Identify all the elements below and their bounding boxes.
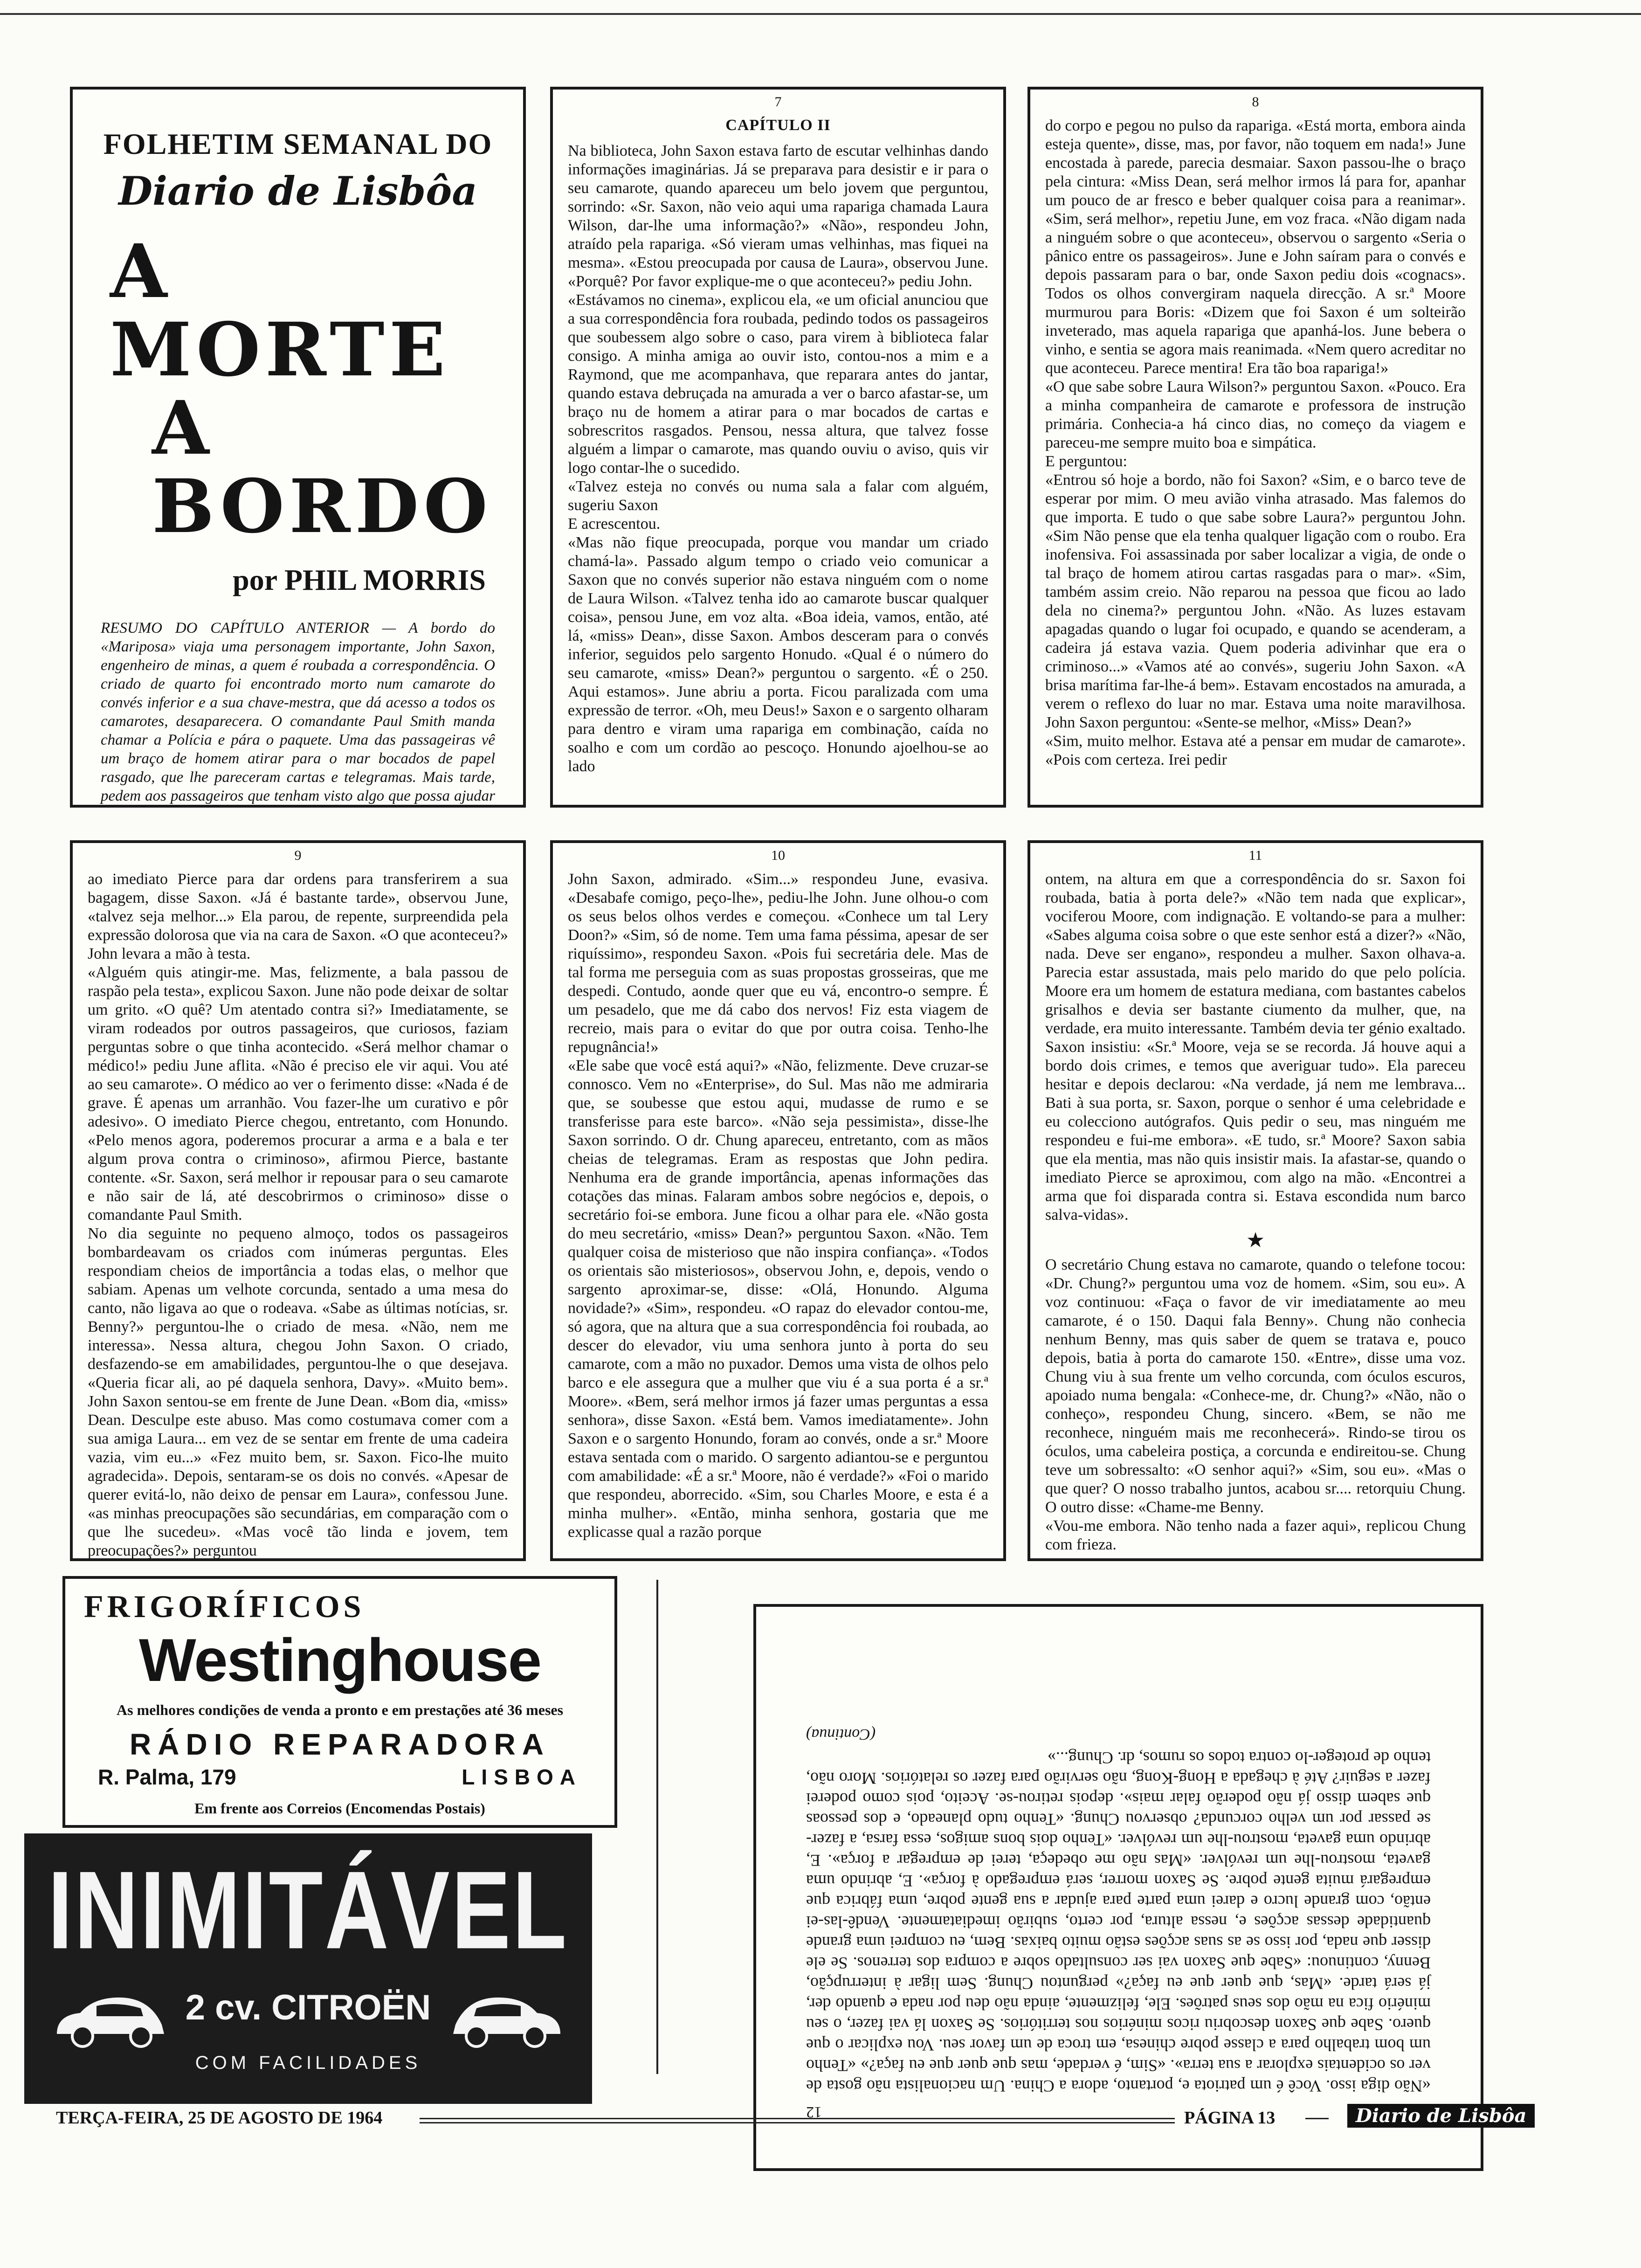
westinghouse-logo: Westinghouse <box>138 1626 541 1694</box>
sale-conditions: As melhores condições de venda a pronto e em prestações até 36 meses <box>116 1701 564 1718</box>
rotated-content <box>787 1631 1449 2144</box>
story-text-continued: O secretário Chung estava no camarote, quando o telefone tocou: «Dr. Chung?» perguntou uma voz de homem. «Sim, sou eu». A voz continuou: «Faça o favor de vir imediatamente ao meu camarote, é o 150. Daqui fala Benny». Chung não conhecia nenhum Benny, mas quis saber de quem se tratava e, pouco depois, batia à porta do camarote 150. «Entre», disse uma voz. Chung viu à sua frente um velho corcunda, com óculos escuros, apoiado numa bengala: «Conhece-me, dr. Chung?» «Não, não o conheço», respondeu Chung, sincero. «Bem, se não me reconhece, ninguém mais me reconhecerá». Rindo-se tirou os óculos, uma cabeleira postiça, a corcunda e endireitou-se. Chung teve um sobressalto: «O senhor aqui?» «Sim, sou eu». «Mas o que quer? O nosso trabalho juntos, acabou sr.... retorquiu Chung. O outro disse: «Chame-me Benny. «Vou-me embora. Não tenho nada a fazer aqui», replicou Chung com frieza. <box>1045 1256 1466 1553</box>
story-text: ontem, na altura em que a correspondência do sr. Saxon foi roubada, batia à porta dele?» «Não tem nada que explicar», vociferou Moore, com indignação. E voltando-se para a mulher: «Sabes alguma coisa sobre o que este senhor está a dizer?» «Não, nada. Deve ser engano», respondeu a mulher. Saxon olhava-a. Parecia estar assustada, mais pelo marido do que pelo polícia. Moore era um homem de estatura mediana, com bastantes cabelos grisalhos e devia ser bastante ciumento da mulher, que, na verdade, era muito interessante. Também devia ter génio exaltado. Saxon insistiu: «Sr.ª Moore, veja se se recorda. Já houve aqui a bordo dois crimes, e temos que averiguar tudo». Ela pareceu hesitar e depois declarou: «Na verdade, já nem me lembrava... Bati à sua porta, sr. Saxon, porque o senhor é uma celebridade e eu colecciono autógrafos. Quis pedir o seu, mas ninguém me respondeu e fui-me embora». «E tudo, sr.ª Moore? Saxon sabia que ela mentia, mas não quis insistir mais. Ia afastar-se, quando o imediato Pierce se aproximou, com algo na mão. «Encontrei a arma que foi disparada contra si. Estava escondida num barco salva-vidas». <box>1045 871 1470 1224</box>
page-footer <box>56 2105 1527 2136</box>
citroen-model: 2 cv. CITROËN <box>185 1988 431 2027</box>
page-number: 10 <box>771 848 785 863</box>
page-number: 9 <box>294 848 302 863</box>
location-note: Em frente aos Correios (Encomendas Postais) <box>194 1800 485 1817</box>
westinghouse-ad <box>62 1576 617 1828</box>
story-text: ao imediato Pierce para dar ordens para transferirem a sua bagagem, disse Saxon. «Já é bastante tarde», observou June, «talvez seja melhor...» Ela parou, de repente, surpreendida pela expressão dolorosa que via na cara de Saxon. «O que aconteceu?» John levara a mão à testa. «Alguém quis atingir-me. Mas, felizmente, a bala passou de raspão pela testa», explicou Saxon. June não pode deixar de soltar um grito. «O quê? Um atentado contra si?» Imediatamente, se viram rodeados por outros passageiros, que curiosos, faziam perguntas sobre o que tinha acontecido. «Será melhor chamar o médico!» pediu June aflita. «Não é preciso ele vir aqui. Vou até ao seu camarote». O médico ao ver o ferimento disse: «Nada é de grave. É apenas um arranhão. Vou fazer-lhe um curativo e pôr adesivo». O imediato Pierce chegou, entretanto, com Honundo. «Pelo menos agora, poderemos procurar a arma e a bala e ter algum prova contra o criminoso», afirmou Pierce, bastante contente. «Sr. Saxon, será melhor ir repousar para o seu camarote e não sair de lá, até descobrirmos o criminoso» disse o comandante Paul Smith. No dia seguinte no pequeno almoço, todos os passageiros bombardeavam os criados com inúmeras perguntas. Eles respondiam cheios de importância a todas elas, o melhor que sabiam. Apenas um velhote corcunda, sentado a uma mesa do canto, não ligava ao que o rodeava. «Sabe as últimas notícias, sr. Benny?» perguntou-lhe o criado de mesa. «Não, nem me interessa». Nessa altura, chegou John Saxon. O criado, desfazendo-se em amabilidades, perguntou-lhe o que desejava. «Queria ficar ali, ao pé daquela senhora, Davy». «Muito bem». John Saxon sentou-se em frente de June Dean. «Bom dia, «miss» Dean. Desculpe este abuso. Mas como costumava comer com a sua amiga Laura... em vez de se sentar em frente de uma cadeira vazia, vim eu...» «Fez muito bem, sr. Saxon. Fico-lhe muito agradecida». Depois, sentaram-se os dois no convés. «Apesar de querer evitá-lo, não deixo de pensar em Laura», confessou June. «as minhas preocupações são secundárias, em comparação com o que lhe sucedeu». «Mas você tão linda e jovem, tem preocupações?» perguntou <box>88 871 508 1559</box>
newspaper-name: Diario de Lisbôa <box>118 168 477 214</box>
page-number: 7 <box>774 94 782 110</box>
story-text: John Saxon, admirado. «Sim...» respondeu June, evasiva. «Desabafe comigo, peço-lhe», pediu-lhe John. June olhou-o com os seus belos olhos verdes e começou. «Conhece um tal Lery Doon?» «Sim, só de nome. Tem uma fama péssima, apesar de ser riquíssimo», respondeu Saxon. «Pois fui secretária dele. Mas de tal forma me perseguia com as suas propostas grosseiras, que me despedi. Contudo, aonde quer que eu vá, encontro-o sempre. É um pesadelo, que me dá cabo dos nervos! Fiz esta viagem de recreio, mais para o evitar do que por outra coisa. Tenho-lhe repugnância!» «Ele sabe que você está aqui?» «Não, felizmente. Deve cruzar-se connosco. Vem no «Enterprise», do Sul. Mas não me admiraria que, se soubesse que estou aqui, mudasse de rumo e se transferisse para este barco». «Não seja pessimista», disse-lhe Saxon sorrindo. O dr. Chung apareceu, entretanto, com as mãos cheias de telegramas. Eram as respostas que John pedira. Nenhuma era de grande importância, apenas informações das cotações das minas. Falaram ambos sobre negócios e, depois, o secretário foi-se embora. June ficou a olhar para ele. «Não gosta do meu secretário, «miss» Dean?» perguntou Saxon. «Não. Tem qualquer coisa de misterioso que não inspira confiança». «Todos os orientais são misteriosos», observou John, e, depois, vendo o sargento aproximar-se, disse: «Olá, Honundo. Alguma novidade?» «Sim», respondeu. «O rapaz do elevador contou-me, só agora, que na altura que a sua correspondência foi roubada, ao descer do elevador, viu uma senhora junto à porta do seu camarote, com a mão no puxador. Demos uma vista de olhos pelo barco e ele assegura que a mulher que viu é a sua porta é a sr.ª Moore». «Bem, será melhor irmos já fazer umas perguntas a essa senhora», disse Saxon. «Está bem. Vamos imediatamente». John Saxon e o sargento Honundo, foram ao convés, onde a sr.ª Moore estava sentada com o marido. O sargento adiantou-se e perguntou com amabilidade: «É a sr.ª Moore, não é verdade?» «Foi o marido que respondeu, aborrecido. «Sim, sou Charles Moore, e esta é a minha mulher». «Então, minha senhora, gostaria que me explicasse qual a razão porque <box>568 871 988 1541</box>
title-line-1: A MORTE <box>110 228 450 393</box>
panel-10 <box>550 840 1006 1561</box>
top-rule <box>0 13 1641 15</box>
panel-8 <box>1027 87 1483 808</box>
story-text: Na biblioteca, John Saxon estava farto de escutar velhinhas dando informações imaginárias. Já se preparava para desistir e ir para o seu camarote, quando apareceu um belo jovem que perguntou, sorrindo: «Sr. Saxon, não veio aqui uma rapariga chamada Laura Wilson, dar-lhe uma informação?» «Não», respondeu John, atraído pela rapariga. «Só vieram umas velhinhas, mas fiquei na mesma». «Estou preocupada por causa de Laura», observou June. «Porquê? Por favor explique-me o que aconteceu?» pediu John. «Estávamos no cinema», explicou ela, «e um oficial anunciou que a sua correspondência fora roubada, pedindo todos os passageiros que soubessem algo sobre o caso, para virem à biblioteca falar consigo. A minha amiga ao ouvir isto, contou-nos a mim e a Raymond, que me acompanhava, que reparara antes do jantar, quando estava debruçada na amurada a ver o barco afastar-se, um braço nu de homem a atirar para o mar bocados de cartas e sobrescritos rasgados. Pensou, nessa altura, que talvez fosse alguém a limpar o camarote, mas quando ouviu o aviso, quis vir logo contar-lhe o sucedido. «Talvez esteja no convés ou numa sala a falar com alguém, sugeriu Saxon E acrescentou. «Mas não fique preocupada, porque vou mandar um criado chamá-la». Passado algum tempo o criado veio comunicar a Saxon que no convés superior não estava ninguém com o nome de Laura Wilson. «Talvez tenha ido ao camarote buscar qualquer coisa», pensou June, em voz alta. «Boa ideia, vamos, então, até lá, «miss» Dean», disse Saxon. Ambos desceram para o convés inferior, seguidos pelo sargento Honudo. «Qual é o número do seu camarote, «miss» Dean?» perguntou o sargento. «É o 250. Aqui estamos». June abriu a porta. Ficou paralizada com uma expressão de terror. «Oh, meu Deus!» Saxon e o sargento olharam para dentro e viram uma rapariga em combinação, caída no soalho e com um cordão ao pescoço. Honundo ajoelhou-se ao lado <box>568 142 988 775</box>
page-number: 8 <box>1252 94 1259 110</box>
chapter-heading: CAPÍTULO II <box>725 117 831 134</box>
panel-11 <box>1027 840 1483 1561</box>
page-number: 11 <box>1248 848 1262 863</box>
title-panel <box>70 87 526 808</box>
facilidades-note: COM FACILIDADES <box>195 2053 421 2073</box>
street-address: R. Palma, 179 <box>98 1765 236 1789</box>
address-line <box>65 1764 614 1790</box>
resumo-text: RESUMO DO CAPÍTULO ANTERIOR — A bordo do «Mariposa» viaja uma personagem importante, John Saxon, engenheiro de minas, a quem é roubada a correspondência. O criado de quarto foi encontrado morto num camarote do convés inferior e a sua chave-mestra, que dá acesso a todos os camarotes, desaparecera. O comandante Paul Smith manda chamar a Polícia e pára o paquete. Uma das passageiras vê um braço de homem atirar para o mar bocados de papel rasgado, que lhe pareceram cartas e telegramas. Mais tarde, pedem aos passageiros que tenham visto algo que possa ajudar <box>101 620 495 804</box>
title-line-2: A BORDO <box>152 385 493 550</box>
inimitavel-headline: INIMITÁVEL <box>48 1848 569 1972</box>
panel-7 <box>550 87 1006 808</box>
frigorificos-heading: FRIGORÍFICOS <box>84 1589 365 1624</box>
section-separator: ★ <box>1247 1230 1264 1251</box>
footer-rule <box>420 2118 1175 2123</box>
continua-note: (Continua) <box>806 1726 876 1743</box>
folhetim-heading: FOLHETIM SEMANAL DO <box>103 127 493 160</box>
masthead-logo: Diario de Lisbôa <box>1347 2104 1535 2128</box>
byline: por PHIL MORRIS <box>233 563 486 596</box>
city-name: LISBOA <box>462 1765 582 1789</box>
page-label: PÁGINA 13 <box>1184 2108 1276 2128</box>
column-divider <box>656 1580 658 2074</box>
radio-reparadora: RÁDIO REPARADORA <box>130 1728 550 1761</box>
panel-12 <box>753 1604 1483 2171</box>
footer-dash <box>1305 2118 1329 2119</box>
story-text: «Não diga isso. Você é um patriota e, portanto, adora a China. Um nacionalista não gosta de ver os ocidentais explorar a sua terra». «Sim, é verdade, mas que quer que eu faça?» «Tenho um bom trabalho para a classe pobre chinesa, em troca de um favor seu. Vou explicar o que quero. Sabe que Saxon descobriu ricos minérios nos territórios. Se Saxon lá vai fazer, o seu minério fica na mão dos seus patrões. Ele, felizmente, ainda não deu por nada e quando der, já será tarde. «Mas, que quer que eu faça?» perguntou Chung. Sem ligar à interrupção, Benny, continuou: «Sabe que Saxon vai ser consultado sobre a compra dos terrenos. Se ele disser que nada, por isso se as suas acções estão muito baixas. Bem, eu comprei uma grande quantidade dessas acções e, nessa altura, por certo, subirão imediatamente. Vendê-las-ei então, com grande lucro e darei uma parte para ajudar a sua gente pobre, uma fábrica que empregará muita gente pobre. Se Saxon morrer, será empregado à força». E, abrindo uma gaveta, mostrou-lhe um revólver. «Mas não me obedeça, terei de empregar a força». E, abrindo uma gaveta, mostrou-lhe um revólver. «Tenho dois bons amigos, essa farsa, a fazer-se passar por um velho corcunda? observou Chung. «Tenho tudo planeado, e dos pessoas que sabem disso já não poderão falar mais». depois retirou-se. Aceito, pois como poderei fazer a seguir? Até à chegada a Hong-Kong, não servirão para fazer os relatórios. Moro não, tenho de proteger-lo contra todos os rumos, dr. Chung...» <box>802 1749 1431 2095</box>
story-text: do corpo e pegou no pulso da rapariga. «Está morta, embora ainda esteja quente», disse, mas, por favor, não toquem em nada!» June encostada à parede, parecia desmaiar. Saxon passou-lhe o braço pela cintura: «Miss Dean, será melhor irmos lá para for, apanhar um pouco de ar fresco e beber qualquer coisa para a reanimar». «Sim, será melhor», repetiu June, em voz fraca. «Não digam nada a ninguém sobre o que aconteceu», observou o sargento «Seria o pânico entre os passageiros». June e John saíram para o convés e depois passaram para o bar, onde Saxon pediu dois «cognacs». Todos os olhos convergiram naquela direcção. A sr.ª Moore murmurou para Boris: «Dizem que foi Saxon é um solteirão inveterado, mas aquela rapariga que apanhá-los. June bebera o vinho, e sentia se agora mais reanimada. «Nem quero acreditar no que aconteceu. Parece mentira! Era tão boa rapariga!» «O que sabe sobre Laura Wilson?» perguntou Saxon. «Pouco. Era a minha companheira de camarote e professora de instrução primária. Conhecia-a há cinco dias, no começo da viagem e pareceu-me sempre muito boa e simpática. E perguntou: «Entrou só hoje a bordo, não foi Saxon? «Sim, e o barco teve de esperar por mim. O meu avião vinha atrasado. Mas falemos do que importa. E tudo o que sabe sobre Laura?» perguntou John. «Sim Não pense que ela tenha qualquer ligação com o roubo. Era inofensiva. Foi assassinada por saber localizar a vigia, de onde o tal braço de homem atirou cartas rasgadas para o mar». «Sim, também assim creio. Não reparou na pessoa que ficou ao lado dela no cinema?» perguntou John. «Não. As luzes estavam apagadas quando o lugar foi ocupado, e quando se acenderam, a cadeira já estava vazia. Quem poderia adivinhar que era o criminoso...» «Vamos até ao convés», sugeriu John Saxon. «A brisa marítima far-lhe-á bem». Estavam encostados na amurada, a verem o reflexo do luar no mar. Estava uma noite maravilhosa. John Saxon perguntou: «Sente-se melhor, «Miss» Dean?» «Sim, muito melhor. Estava até a pensar em mudar de camarote». «Pois com certeza. Irei pedir <box>1045 117 1466 768</box>
panel-9 <box>70 840 526 1561</box>
citroen-ad <box>24 1833 592 2104</box>
issue-date: TERÇA-FEIRA, 25 DE AGOSTO DE 1964 <box>56 2108 383 2128</box>
page-number: 12 <box>806 2103 822 2121</box>
